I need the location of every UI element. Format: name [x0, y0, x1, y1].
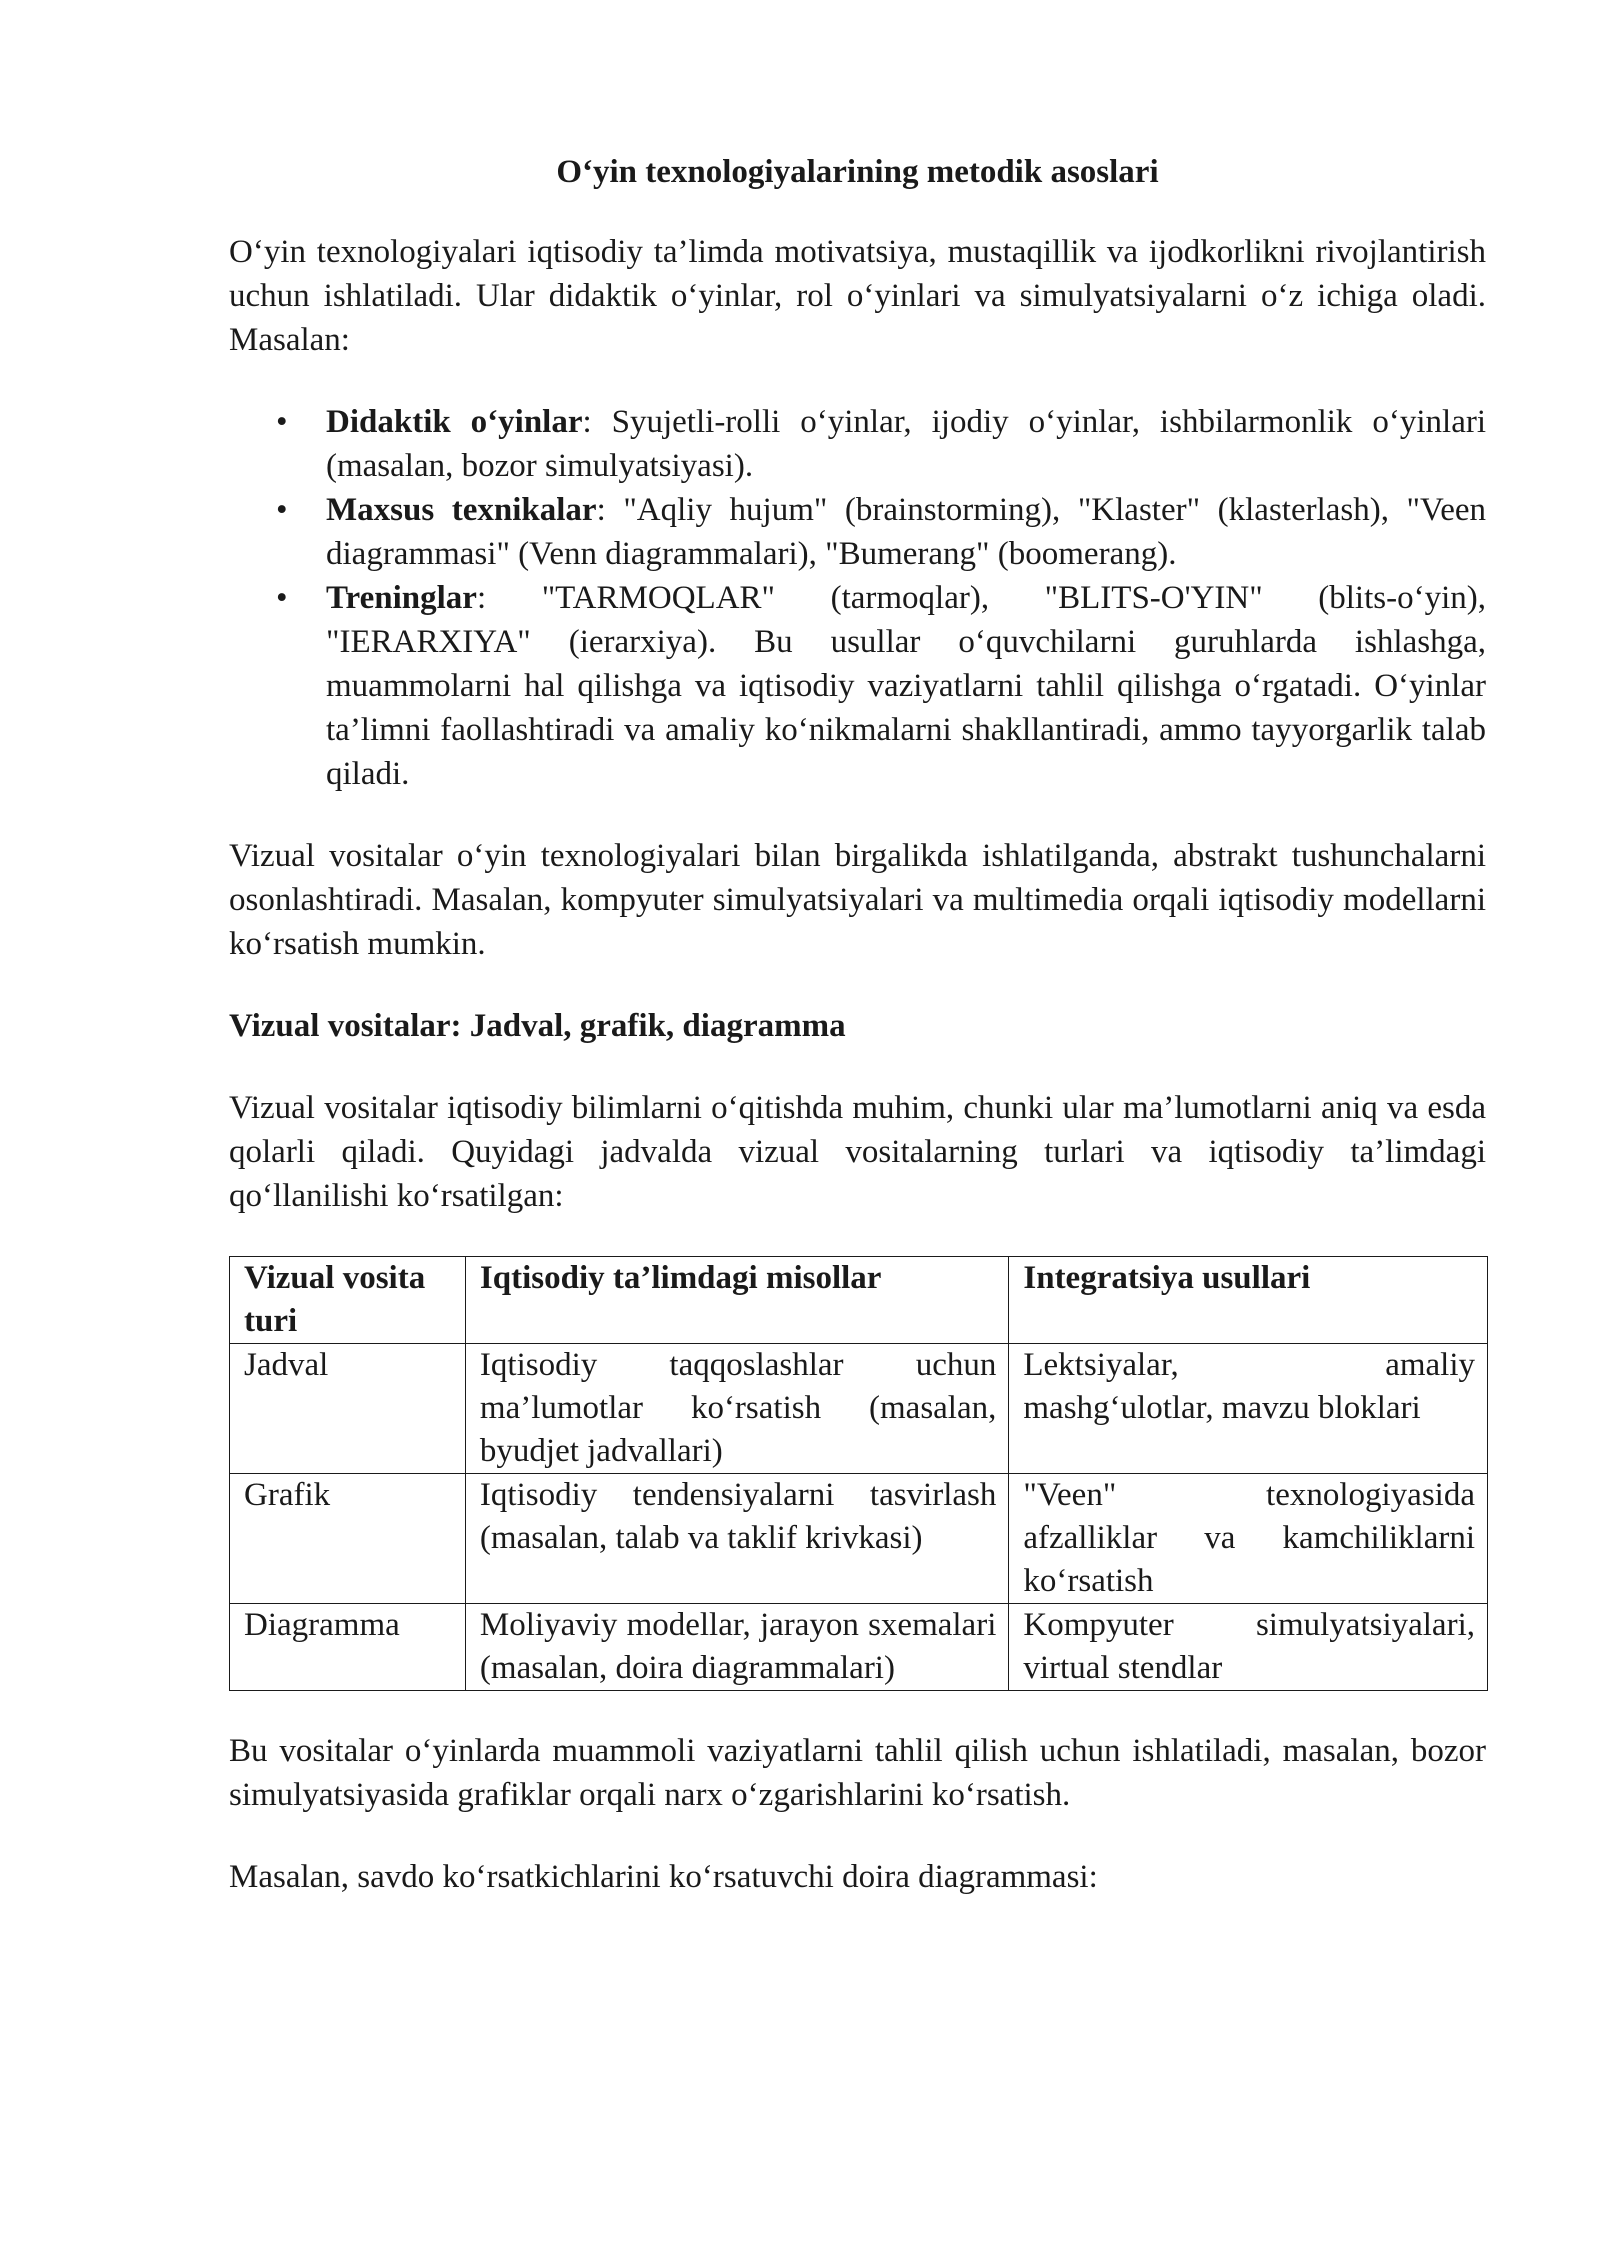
bullet-term: Treninglar — [326, 580, 477, 616]
table-cell: Jadval — [230, 1344, 466, 1474]
table-cell: Grafik — [230, 1474, 466, 1604]
table-intro-paragraph: Vizual vositalar iqtisodiy bilimlarni o‘qitishda muhim, chunki ular ma’lumotlarni aniq va esda qolarli qiladi. Quyidagi jadvalda vizual vositalarning turlari va iqtisodiy ta’limdagi qo‘llanilishi ko‘rsatilgan: — [229, 1090, 1486, 1214]
table-cell: Lektsiyalar, amaliy mashg‘ulotlar, mavzu bloklari — [1009, 1344, 1488, 1474]
table-cell: Diagramma — [230, 1604, 466, 1691]
table-header-cell: Iqtisodiy ta’limdagi misollar — [465, 1257, 1008, 1344]
table-header-cell: Integratsiya usullari — [1009, 1257, 1488, 1344]
table-header-row — [230, 1257, 1488, 1344]
visual-tools-paragraph: Vizual vositalar o‘yin texnologiyalari bilan birgalikda ishlatilganda, abstrakt tushunchalarni osonlashtiradi. Masalan, kompyuter simulyatsiyalari va multimedia orqali iqtisodiy modellarni ko‘rsatish mumkin. — [229, 838, 1486, 962]
table-cell: Kompyuter simulyatsiyalari, virtual stendlar — [1009, 1604, 1488, 1691]
list-item — [326, 488, 1486, 576]
table-cell: Iqtisodiy tendensiyalarni tasvirlash (masalan, talab va taklif krivkasi) — [465, 1474, 1008, 1604]
table-row — [230, 1344, 1488, 1474]
bullet-term: Didaktik o‘yinlar — [326, 404, 583, 440]
bullet-text: : Syujetli-rolli o‘yinlar, ijodiy o‘yinlar, ishbilarmonlik o‘yinlari (masalan, bozor simulyatsiyasi). — [326, 404, 1487, 484]
table-cell: Iqtisodiy taqqoslashlar uchun ma’lumotlar ko‘rsatish (masalan, byudjet jadvallari) — [465, 1344, 1008, 1474]
table-row — [230, 1604, 1488, 1691]
section-heading: Vizual vositalar: Jadval, grafik, diagramma — [229, 1008, 846, 1044]
table-cell: "Veen" texnologiyasida afzalliklar va kamchiliklarni ko‘rsatish — [1009, 1474, 1488, 1604]
bullet-text: : "TARMOQLAR" (tarmoqlar), "BLITS-O'YIN" (blits-o‘yin), "IERARXIYA" (ierarxiya). Bu usullar o‘quvchilarni guruhlarda ishlashga, muammolarni hal qilishga va iqtisodiy vaziyatlarni tahlil qilishga o‘rgatadi. O‘yinlar ta’limni faollashtiradi va amaliy ko‘nikmalarni shakllantiradi, ammo tayyorgarlik talab qiladi. — [326, 580, 1486, 792]
intro-paragraph: O‘yin texnologiyalari iqtisodiy ta’limda motivatsiya, mustaqillik va ijodkorlikni rivojlantirish uchun ishlatiladi. Ular didaktik o‘yinlar, rol o‘yinlari va simulyatsiyalarni o‘z ichiga oladi. Masalan: — [229, 234, 1486, 358]
visual-tools-table — [229, 1256, 1488, 1691]
table-row — [230, 1474, 1488, 1604]
pie-chart-intro: Masalan, savdo ko‘rsatkichlarini ko‘rsatuvchi doira diagrammasi: — [229, 1859, 1098, 1895]
usage-paragraph: Bu vositalar o‘yinlarda muammoli vaziyatlarni tahlil qilish uchun ishlatiladi, masalan, bozor simulyatsiyasida grafiklar orqali narx o‘zgarishlarini ko‘rsatish. — [229, 1733, 1486, 1813]
bullet-term: Maxsus texnikalar — [326, 492, 597, 528]
list-item — [326, 400, 1486, 488]
bullet-list — [229, 400, 1486, 796]
page-title: O‘yin texnologiyalarining metodik asoslari — [556, 154, 1159, 190]
bullet-text: : "Aqliy hujum" (brainstorming), "Klaster" (klasterlash), "Veen diagrammasi" (Venn diagrammalari), "Bumerang" (boomerang). — [326, 492, 1486, 572]
list-item — [326, 576, 1486, 796]
document-page — [229, 150, 1486, 1899]
table-cell: Moliyaviy modellar, jarayon sxemalari (masalan, doira diagrammalari) — [465, 1604, 1008, 1691]
table-header-cell: Vizual vosita turi — [230, 1257, 466, 1344]
